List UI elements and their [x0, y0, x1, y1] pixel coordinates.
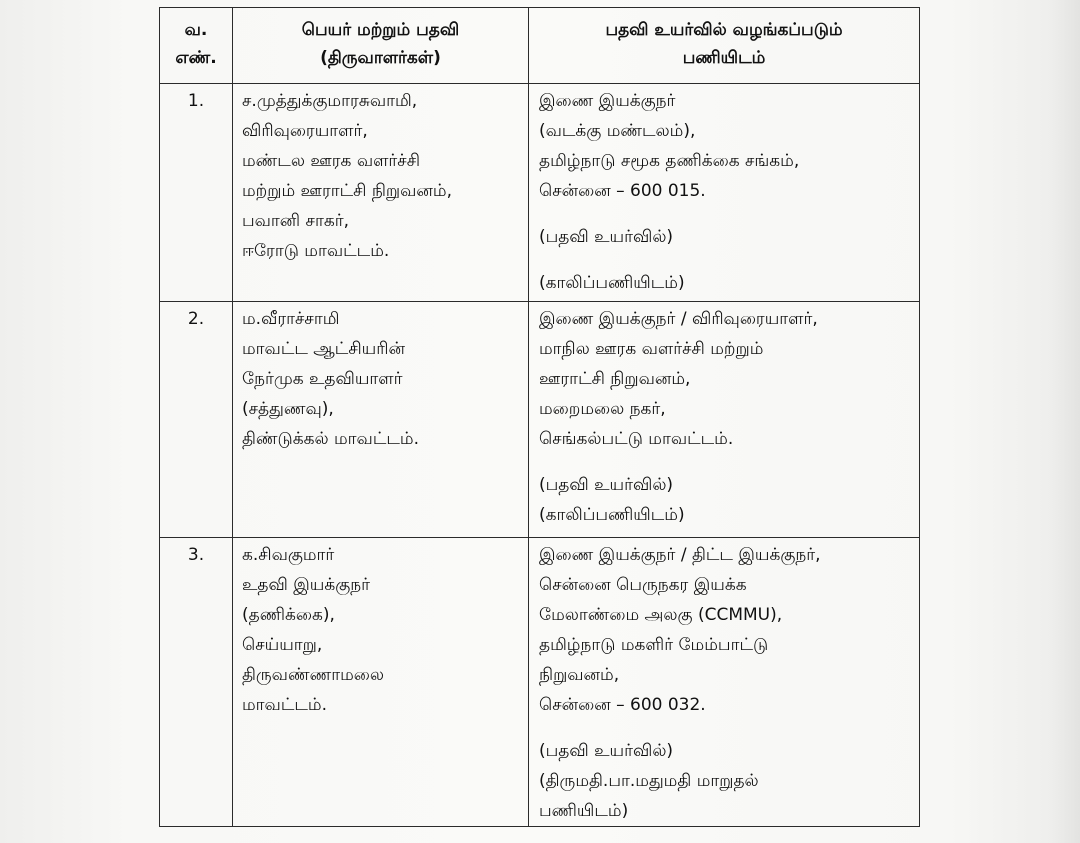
name-line: மண்டல ஊரக வளர்ச்சி	[242, 151, 421, 171]
name-line: நேர்முக உதவியாளர்	[242, 369, 403, 389]
header-name-line1: பெயர் மற்றும் பதவி	[301, 20, 460, 40]
name-line: உதவி இயக்குநர்	[242, 575, 371, 595]
vacancy-line: (திருமதி.பா.மதுமதி மாறுதல்	[539, 771, 759, 791]
header-sno-line2: எண்.	[175, 48, 217, 68]
row-name	[233, 84, 529, 302]
spacer	[539, 454, 911, 470]
spacer	[539, 252, 911, 268]
name-line: மாவட்டம்.	[242, 695, 327, 715]
post-line: செங்கல்பட்டு மாவட்டம்.	[539, 429, 734, 449]
status-line: (பதவி உயர்வில்)	[539, 227, 674, 247]
vacancy-line: (காலிப்பணியிடம்)	[539, 273, 685, 293]
row-post	[529, 84, 920, 302]
name-line: (சத்துணவு),	[242, 399, 334, 419]
name-line: திண்டுக்கல் மாவட்டம்.	[242, 429, 419, 449]
post-line: நிறுவனம்,	[539, 665, 620, 685]
header-sno-line1: வ.	[184, 20, 208, 40]
vacancy-line: (காலிப்பணியிடம்)	[539, 505, 685, 525]
header-name-line2: (திருவாளர்கள்)	[320, 48, 441, 68]
row-post	[529, 538, 920, 827]
header-post	[529, 8, 920, 84]
row-sno: 2.	[160, 302, 233, 538]
post-line: தமிழ்நாடு மகளிர் மேம்பாட்டு	[539, 635, 769, 655]
page-edge-shadow	[1050, 0, 1080, 843]
status-line: (பதவி உயர்வில்)	[539, 475, 674, 495]
post-line: தமிழ்நாடு சமூக தணிக்கை சங்கம்,	[539, 151, 800, 171]
row-sno: 3.	[160, 538, 233, 827]
post-line: இணை இயக்குநர்	[539, 91, 676, 111]
name-line: ச.முத்துக்குமாரசுவாமி,	[242, 91, 418, 111]
table-row	[160, 538, 920, 827]
spacer	[539, 206, 911, 222]
row-sno: 1.	[160, 84, 233, 302]
table-header-row	[160, 8, 920, 84]
name-line: ஈரோடு மாவட்டம்.	[242, 241, 390, 261]
name-line: செய்யாறு,	[242, 635, 323, 655]
post-line: இணை இயக்குநர் / விரிவுரையாளர்,	[539, 309, 818, 329]
post-line: மாநில ஊரக வளர்ச்சி மற்றும்	[539, 339, 764, 359]
vacancy-line: பணியிடம்)	[539, 801, 629, 821]
post-line: (வடக்கு மண்டலம்),	[539, 121, 696, 141]
promotion-table	[159, 7, 920, 827]
post-line: சென்னை – 600 015.	[539, 181, 706, 201]
row-post	[529, 302, 920, 538]
table-row	[160, 84, 920, 302]
name-line: விரிவுரையாளர்,	[242, 121, 368, 141]
post-line: இணை இயக்குநர் / திட்ட இயக்குநர்,	[539, 545, 821, 565]
post-line: மறைமலை நகர்,	[539, 399, 666, 419]
row-name	[233, 538, 529, 827]
name-line: மற்றும் ஊராட்சி நிறுவனம்,	[242, 181, 452, 201]
name-line: திருவண்ணாமலை	[242, 665, 384, 685]
post-line: சென்னை பெருநகர இயக்க	[539, 575, 747, 595]
name-line: மாவட்ட ஆட்சியரின்	[242, 339, 405, 359]
post-line: ஊராட்சி நிறுவனம்,	[539, 369, 691, 389]
header-sno	[160, 8, 233, 84]
name-line: பவானி சாகர்,	[242, 211, 349, 231]
name-line: ம.வீராச்சாமி	[242, 309, 340, 329]
header-post-line1: பதவி உயர்வில் வழங்கப்படும்	[605, 20, 843, 40]
name-line: (தணிக்கை),	[242, 605, 335, 625]
post-line: சென்னை – 600 032.	[539, 695, 706, 715]
header-name	[233, 8, 529, 84]
status-line: (பதவி உயர்வில்)	[539, 741, 674, 761]
header-post-line2: பணியிடம்	[682, 48, 766, 68]
table-row	[160, 302, 920, 538]
name-line: க.சிவகுமார்	[242, 545, 335, 565]
post-line: மேலாண்மை அலகு (CCMMU),	[539, 605, 783, 625]
spacer	[539, 720, 911, 736]
row-name	[233, 302, 529, 538]
